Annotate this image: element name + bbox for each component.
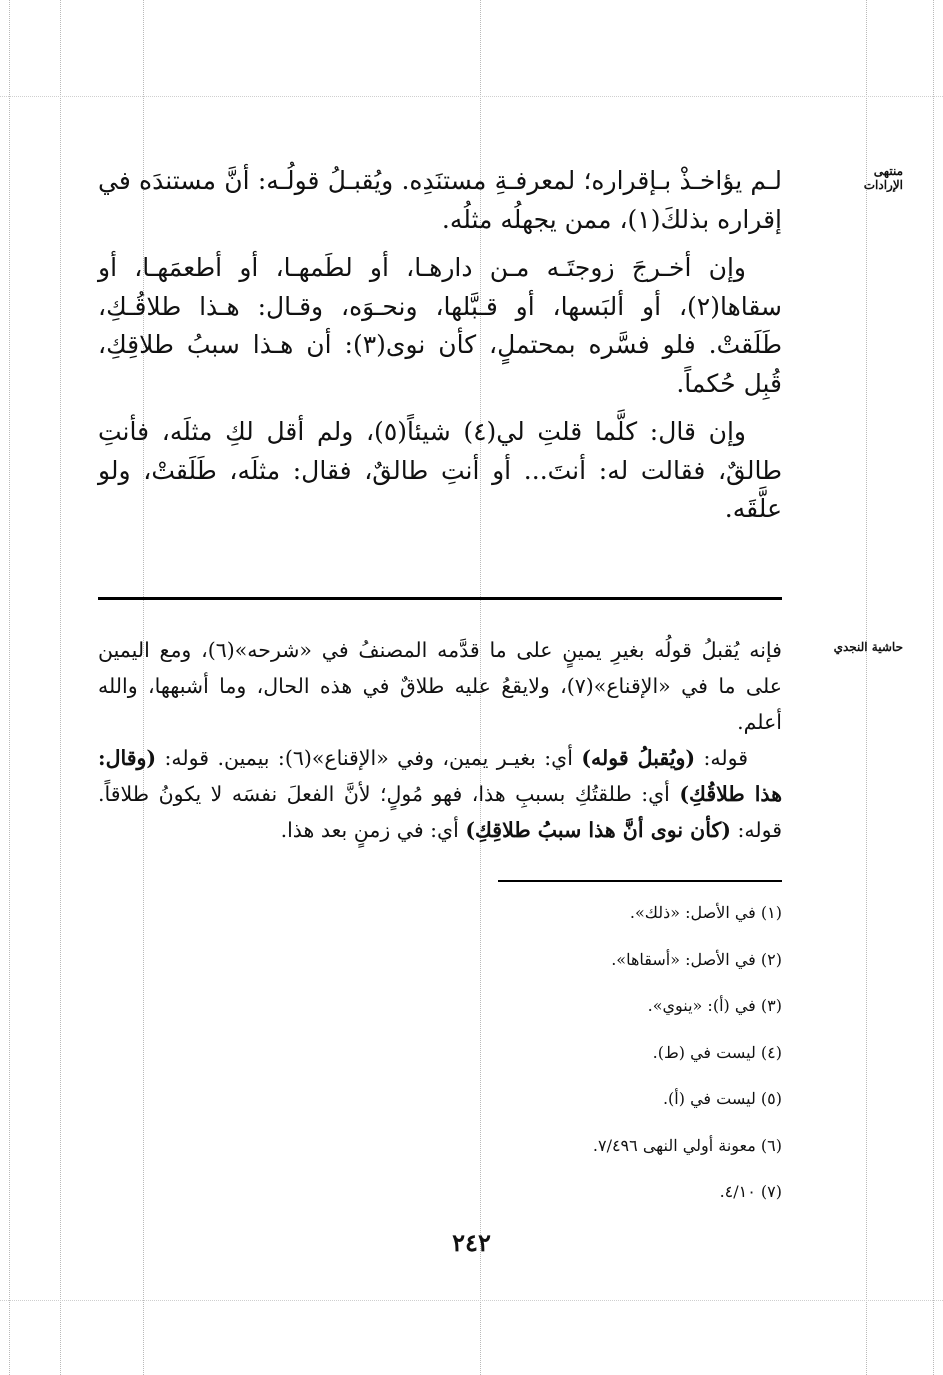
gloss-text — [98, 632, 782, 848]
footnote: (٥) ليست في (أ). — [662, 1089, 782, 1108]
footnote: (١) في الأصل: «ذلك». — [629, 903, 782, 922]
footnote-list — [422, 890, 782, 1216]
side-label-main: منتهى الإرادات — [863, 164, 903, 192]
main-paragraph-1: لـم يؤاخـذْ بـإقراره؛ لمعرفـةِ مستنَدِه. ويُقبـلُ قولُـه: أنَّ مستندَه في إقراره بذلكَ(١)، ممن يجهلُه مثلُه. — [98, 166, 782, 234]
main-text — [98, 162, 782, 529]
gloss-paragraph-2 — [98, 740, 782, 848]
side-label-gloss: حاشية النجدي — [833, 640, 903, 654]
gloss-quoted-phrase: (وقال: هذا طلاقُكِ) — [98, 746, 783, 806]
gloss-quoted-phrase: (ويُقبلُ قوله) — [581, 746, 696, 770]
scan-dot-line — [0, 1300, 943, 1301]
gloss-text-run: قوله: — [695, 746, 749, 770]
gloss-text-run: أي: في زمنٍ بعد هذا. — [280, 818, 466, 842]
footnote: (٣) في (أ): «ينوي». — [647, 996, 782, 1015]
gloss-text-run: أي: بغيـر يمين، وفي «الإقناع»(٦): بيمين. قوله: — [156, 746, 582, 770]
gloss-text-run: أي: طلقتُكِ بسببِ هذا، فهو مُولٍ؛ لأنَّ الفعلَ نفسَه لا يكونُ طلاقاً. قوله: — [98, 782, 782, 842]
scan-dot-line — [933, 0, 934, 1375]
main-separator-rule — [98, 597, 782, 600]
main-paragraph-3: وإن قال: كلَّما قلتِ لي(٤) شيئاً(٥)، ولم أقل لكِ مثلَه، فأنتِ طالقٌ، فقالت له: أنتَ... أو أنتِ طالقٌ، فقال: مثلَه، طَلَقتْ، ولو علَّقَه. — [98, 417, 782, 523]
page-number: ٢٤٢ — [452, 1228, 491, 1257]
scan-dot-line — [60, 0, 61, 1375]
gloss-paragraph-1: فإنه يُقبلُ قولُه بغيرِ يمينٍ على ما قدَّمه المصنفُ في «شرحه»(٦)، ومع اليمين على ما في «الإقناع»(٧)، ولايقعُ عليه طلاقٌ في هذه الحال، وما أشبهها، والله أعلم. — [98, 638, 783, 734]
scan-dot-line — [866, 0, 867, 1375]
main-paragraph-2: وإن أخـرجَ زوجتَـه مـن دارهـا، أو لطَمهـا، أو أطعمَهـا، أو سقاها(٢)، أو ألبَسها، أو قـبَّلها، ونحـوَه، وقـال: هـذا طلاقُـكِ، طَلَقتْ. فلو فسَّره بمحتملٍ، كأن نوى(٣): أن هـذا سببُ طلاقِكِ، قُبِل حُكماً. — [98, 253, 782, 398]
footnote: (٦) معونة أولي النهى ٧/٤٩٦. — [592, 1135, 782, 1155]
footnote: (٢) في الأصل: «أسقاها». — [611, 949, 782, 969]
gloss-quoted-phrase: (كأن نوى أنَّ هذا سببُ طلاقِكِ) — [465, 818, 731, 842]
scan-dot-line — [9, 0, 10, 1375]
footnote: (٧) ٤/١٠. — [719, 1182, 782, 1201]
footnote: (٤) ليست في (ط). — [652, 1042, 782, 1062]
scan-dot-line — [0, 96, 943, 97]
footnote-separator-rule — [498, 880, 782, 882]
